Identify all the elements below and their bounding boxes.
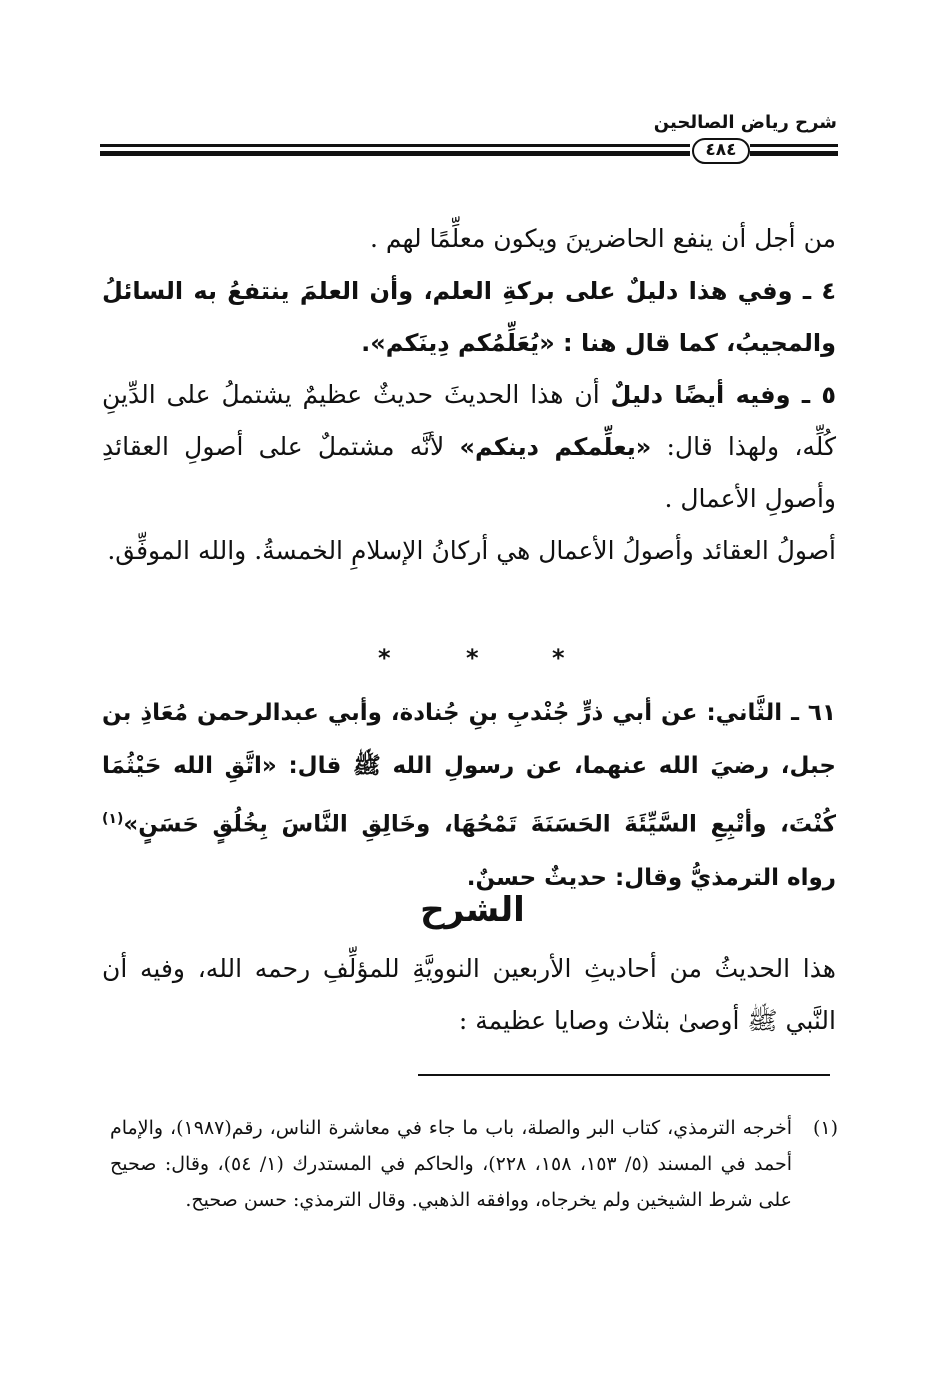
hadith-text <box>102 687 836 905</box>
paragraph-conclusion: أصولُ العقائد وأصولُ الأعمال هي أركانُ الإسلامِ الخمسةُ. والله الموفِّق. <box>107 536 836 565</box>
separator-star: * <box>552 644 565 672</box>
point-5-text-b: لأنَّه مشتملٌ على أصولِ العقائدِ وأصولِ الأعمال . <box>102 432 836 513</box>
paragraph-point-5 <box>102 369 836 525</box>
paragraph-point-4: ٤ ـ وفي هذا دليلٌ على بركةِ العلم، وأن العلمَ ينتفعُ به السائلُ والمجيبُ، كما قال هنا : «يُعَلِّمُكم دِينَكم». <box>102 277 836 357</box>
point-5-quote: «يعلِّمكم دينكم» <box>459 433 652 461</box>
point-5-lead: ٥ ـ وفيه أيضًا دليلٌ <box>610 381 837 409</box>
footnote-reference: (١) <box>102 811 124 827</box>
header-rule-left <box>100 144 690 156</box>
paragraph-continuation: من أجل أن ينفع الحاضرينَ ويكون معلِّمًا لهم . <box>369 224 836 253</box>
footnote <box>110 1110 838 1218</box>
hadith-text-main: ٦١ ـ الثَّاني: عن أبي ذرٍّ جُنْدبِ بنِ جُنادة، وأبي عبدالرحمن مُعَاذِ بن جبل، رضيَ الله عنهما، عن رسولِ الله ﷺ قال: «اتَّقِ الله حَيْثُمَا كُنْتَ، وأتْبِعِ السَّيِّئَةَ الحَسَنَةَ تَمْحُهَا، وخَالِقِ النَّاسَ بِخُلُقٍ حَسَنٍ» <box>102 700 836 838</box>
footnote-marker: (١) <box>812 1117 838 1139</box>
section-separator <box>0 644 945 674</box>
running-title: شرح رياض الصالحين <box>653 112 837 133</box>
separator-star: * <box>466 644 479 672</box>
page-number: ٤٨٤ <box>692 138 750 164</box>
point-5-text-a: أن هذا الحديثَ حديثٌ عظيمٌ يشتملُ على الدِّينِ كُلِّه، ولهذا قال: <box>102 380 836 461</box>
header-rule <box>100 138 838 166</box>
hadith-text-attribution: رواه الترمذيُّ وقال: حديثٌ حسنٌ. <box>466 864 836 891</box>
commentary-paragraph: هذا الحديثُ من أحاديثِ الأربعين النوويَّةِ للمؤلِّفِ رحمه الله، وفيه أن النَّبي ﷺ أوصىٰ بثلاث وصايا عظيمة : <box>102 954 836 1035</box>
header-rule-right <box>750 144 838 156</box>
footnote-text: أخرجه الترمذي، كتاب البر والصلة، باب ما جاء في معاشرة الناس، رقم(١٩٨٧)، والإمام أحمد في المسند (٥/ ١٥٣، ١٥٨، ٢٢٨)، والحاكم في المستدرك (١/ ٥٤)، وقال: صحيح على شرط الشيخين ولم يخرجاه، ووافقه الذهبي. وقال الترمذي: حسن صحيح. <box>110 1117 793 1211</box>
footnote-divider <box>418 1074 830 1076</box>
section-heading: الشرح <box>420 890 525 930</box>
separator-star: * <box>378 644 391 672</box>
